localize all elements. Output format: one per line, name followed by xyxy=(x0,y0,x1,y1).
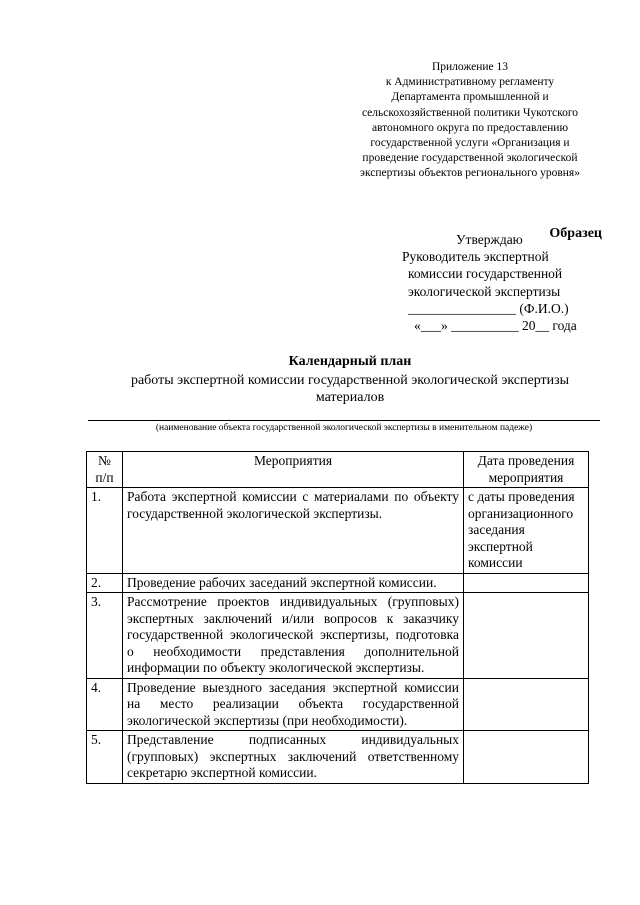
appendix-line: государственной услуги «Организация и xyxy=(370,137,570,150)
row-num: 1. xyxy=(87,488,123,574)
plan-subtitle xyxy=(60,372,640,406)
row-event: Представление подписанных индивидуальных (групповых) экспертных заключений ответственному секретарю экспертной комиссии. xyxy=(123,731,464,784)
table-row xyxy=(87,488,589,574)
table-row xyxy=(87,731,589,784)
row-num: 2. xyxy=(87,573,123,593)
table-row xyxy=(87,678,589,731)
approval-signature-line: ________________ (Ф.И.О.) xyxy=(408,300,569,316)
row-num: 4. xyxy=(87,678,123,731)
table-row xyxy=(87,593,589,679)
approval-title: Утверждаю xyxy=(456,232,523,247)
row-event: Проведение рабочих заседаний экспертной комиссии. xyxy=(123,573,464,593)
row-event: Рассмотрение проектов индивидуальных (групповых) экспертных заключений и/или вопросов к заказчику государственной экологической экспертизы, подготовка о необходимости представления дополнительной информации по объекту экологической экспертизы. xyxy=(123,593,464,679)
row-date xyxy=(464,678,589,731)
row-event: Работа экспертной комиссии с материалами по объекту государственной экологической экспертизы. xyxy=(123,488,464,574)
appendix-line: проведение государственной экологической xyxy=(362,152,578,165)
row-date xyxy=(464,731,589,784)
table-header-row xyxy=(87,452,589,488)
row-date xyxy=(464,593,589,679)
plan-table xyxy=(86,451,589,784)
approval-line: комиссии государственной xyxy=(408,266,563,282)
header-num: № п/п xyxy=(87,452,123,488)
appendix-line: экспертизы объектов регионального уровня» xyxy=(360,167,580,180)
appendix-line: автономного округа по предоставлению xyxy=(371,121,569,134)
row-event: Проведение выездного заседания экспертной комиссии на место реализации объекта государственной экологической экспертизы (при необходимости). xyxy=(123,678,464,731)
appendix-header xyxy=(330,60,610,182)
object-name-caption: (наименование объекта государственной экологической экспертизы в именительном падеже) xyxy=(155,423,533,433)
appendix-line: Департамента промышленной и xyxy=(391,91,549,104)
sample-label: Образец xyxy=(549,226,602,241)
approval-line: Руководитель экспертной xyxy=(402,249,549,265)
row-num: 3. xyxy=(87,593,123,679)
approval-block xyxy=(400,231,610,334)
row-num: 5. xyxy=(87,731,123,784)
plan-subtitle-line: материалов xyxy=(315,390,385,405)
row-date xyxy=(464,573,589,593)
plan-subtitle-line: работы экспертной комиссии государственной экологической экспертизы xyxy=(130,373,570,388)
object-name-underline xyxy=(88,420,600,421)
header-date: Дата проведения мероприятия xyxy=(464,452,589,488)
table-row xyxy=(87,573,589,593)
header-event: Мероприятия xyxy=(123,452,464,488)
row-date: с даты проведения организационного заседания экспертной комиссии xyxy=(464,488,589,574)
appendix-line: сельскохозяйственной политики Чукотского xyxy=(361,106,579,119)
approval-line: экологической экспертизы xyxy=(408,283,561,299)
plan-title: Календарный план xyxy=(288,354,412,369)
appendix-line: Приложение 13 xyxy=(431,61,509,73)
approval-date-line: «___» __________ 20__ года xyxy=(414,318,577,334)
appendix-line: к Административному регламенту xyxy=(385,76,555,89)
